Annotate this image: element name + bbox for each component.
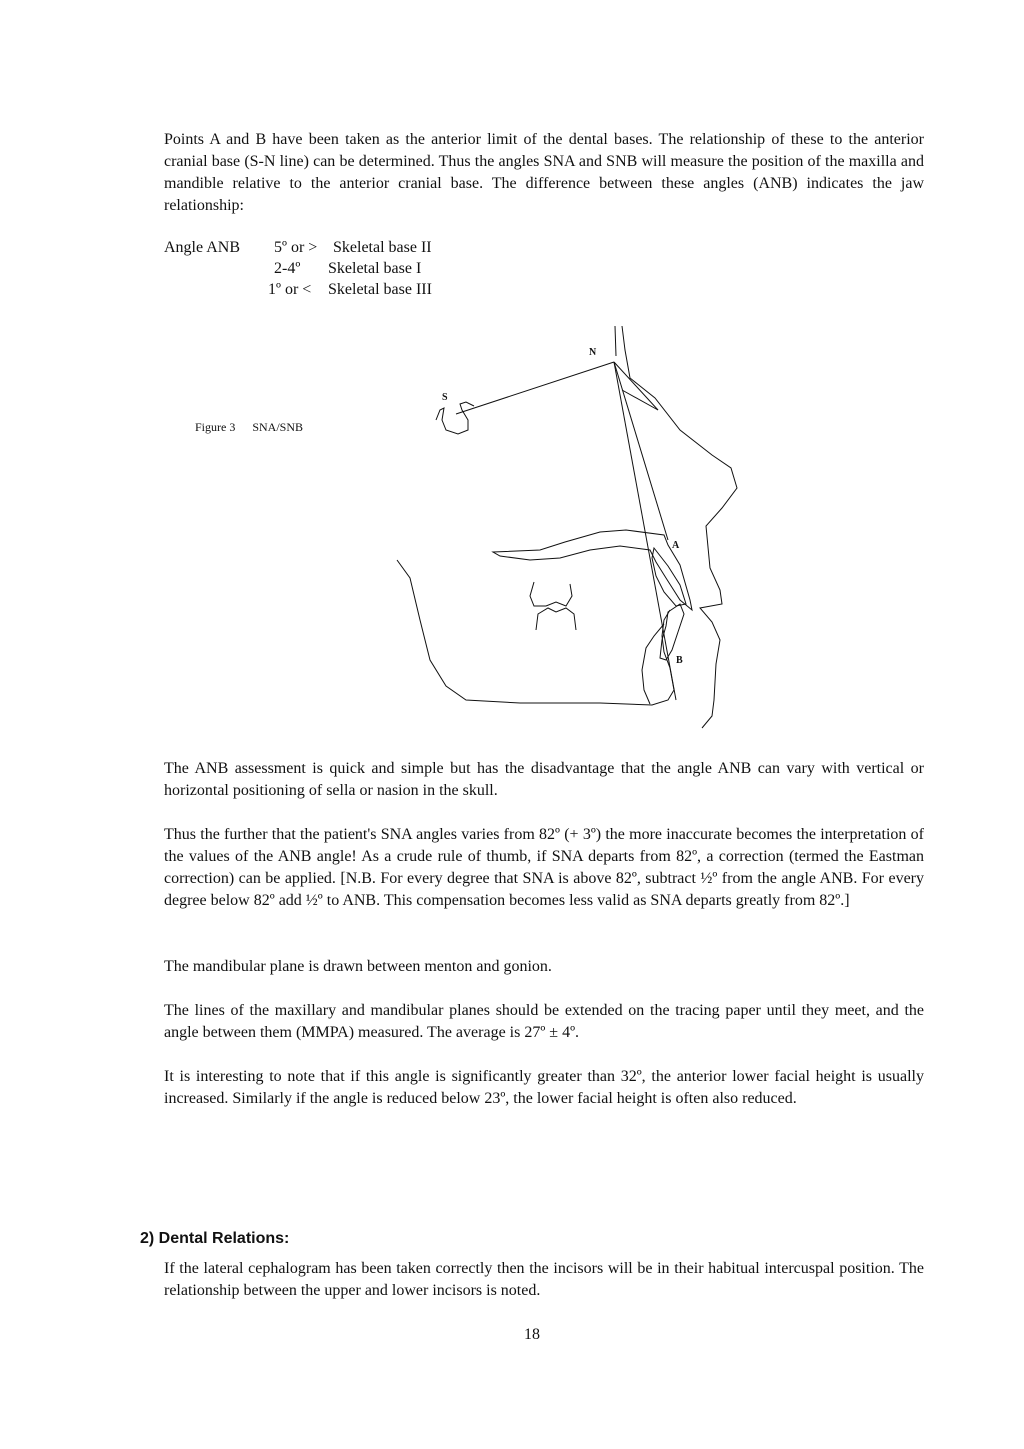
anb-row-class: Skeletal base II (333, 239, 432, 256)
mandibular-plane-paragraph: The mandibular plane is drawn between menton and gonion. (164, 958, 552, 975)
sna-variation-paragraph: Thus the further that the patient's SNA angles varies from 82º (+ 3º) the more inaccurate becomes the interpretation of the values of the ANB angle! As a crude rule of thumb, if SNA departs from 82º, a correction (termed the Eastman correction) can be applied. [N.B. For every degree that SNA is above 82º, subtract ½º from the angle ANB. For every degree below 82º add ½º to ANB. This compensation becomes less valid as SNA departs greatly from 82º.] (164, 826, 924, 909)
facial-height-paragraph: It is interesting to note that if this angle is significantly greater than 32º, the anterior lower facial height is usually increased. Similarly if the angle is reduced below 23º, the lower facial height is often also reduced. (164, 1068, 924, 1107)
nasal-bone-line (614, 362, 658, 410)
anb-row-value: 1º or < (268, 281, 312, 298)
maxilla (493, 530, 692, 610)
soft-tissue-profile (622, 326, 737, 728)
dental-relations-paragraph: If the lateral cephalogram has been taken correctly then the incisors will be in their habitual intercuspal position. The relationship between the upper and lower incisors is noted. (164, 1260, 924, 1299)
point-n-label: N (589, 347, 597, 358)
forehead-line (615, 326, 616, 356)
anb-row-class: Skeletal base III (328, 281, 432, 298)
symphysis-inner (642, 624, 664, 704)
figure-title: SNA/SNB (252, 420, 304, 434)
anb-row-class: Skeletal base I (328, 260, 422, 277)
na-line (614, 362, 668, 540)
anb-table-label: Angle ANB (164, 239, 240, 256)
sella-turcica (436, 402, 474, 434)
mandible-outline (397, 560, 674, 705)
mmpa-paragraph: The lines of the maxillary and mandibular planes should be extended on the tracing paper until they meet, and the angle between them (MMPA) measured. The average is 27º ± 4º. (164, 1002, 924, 1041)
sn-line (456, 362, 614, 414)
anb-row-value: 2-4º (274, 260, 301, 277)
figure-number: Figure 3 (195, 420, 236, 434)
lower-molar (536, 608, 576, 630)
page-number: 18 (524, 1326, 540, 1343)
upper-molar (530, 582, 572, 606)
section-heading-dental-relations: 2) Dental Relations: (140, 1230, 290, 1247)
intro-paragraph: Points A and B have been taken as the anterior limit of the dental bases. The relationship of these to the anterior cranial base (S-N line) can be determined. Thus the angles SNA and SNB will measure the position of the maxilla and mandible relative to the anterior cranial base. The difference between these angles (ANB) indicates the jaw relationship: (164, 131, 924, 214)
anb-assessment-paragraph: The ANB assessment is quick and simple but has the disadvantage that the angle ANB can vary with vertical or horizontal positioning of sella or nasion in the skull. (164, 760, 924, 799)
point-a-label: A (672, 540, 680, 551)
anb-row-value: 5º or > (274, 239, 318, 256)
point-s-label: S (442, 392, 448, 403)
point-b-label: B (676, 655, 683, 666)
